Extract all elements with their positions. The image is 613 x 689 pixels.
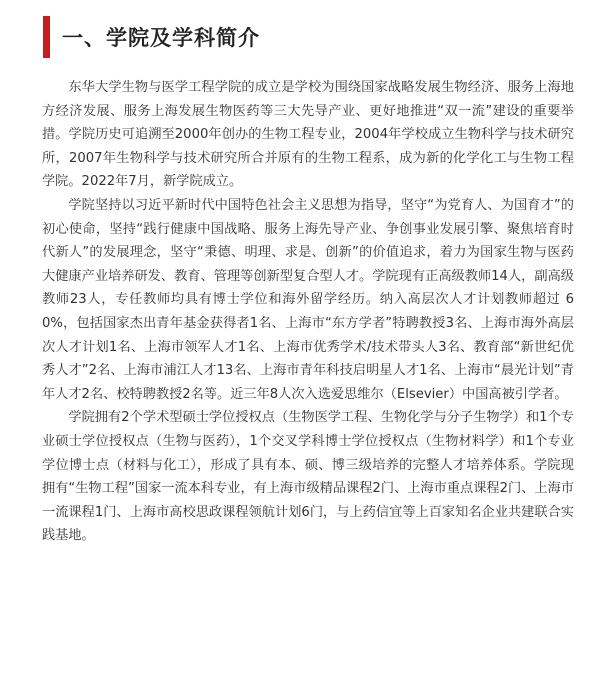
paragraph-mission-faculty: 学院坚持以习近平新时代中国特色社会主义思想为指导，坚守“为党育人、为国育才”的初心使命，坚持“践行健康中国战略、服务上海先导产业、争创事业发展引擎、聚焦培育时代新人”的发展理念，坚守“秉德、明理、求是、创新”的价值追求，着力为国家生物与医药大健康产业培养研发、教育、管理等创新型复合型人才。学院现有正高级教师14人，副高级教师23人，专任教师均具有博士学位和海外留学经历。纳入高层次人才计划教师超过 60%，包括国家杰出青年基金获得者1名、上海市“东方学者”特聘教授3名、上海市海外高层次人才计划1名、上海市领军人才1名、上海市优秀学术/技术带头人3名、教育部“新世纪优秀人才”2名、上海市浦江人才13名、上海市青年科技启明星人才1名、上海市“晨光计划”青年人才2名、校特聘教授2名等。近三年8人次入选爱思维尔（Elsevier）中国高被引学者。 bbox=[42, 197, 574, 402]
paragraph-history: 东华大学生物与医学工程学院的成立是学校为围绕国家战略发展生物经济、服务上海地方经济发展、服务上海发展生物医药等三大先导产业、更好地推进“双一流”建设的重要举措。学院历史可追溯至2000年创办的生物工程专业，2004年学校成立生物科学与技术研究所，2007年生物科学与技术研究所合并原有的生物工程系，成为新的化学化工与生物工程学院。2022年7月，新学院成立。 bbox=[42, 80, 574, 190]
section-accent-bar bbox=[43, 16, 50, 58]
section-title: 一、学院及学科简介 bbox=[62, 26, 260, 50]
paragraph-degree-programs: 学院拥有2个学术型硕士学位授权点（生物医学工程、生物化学与分子生物学）和1个专业硕士学位授权点（生物与医药），1个交叉学科博士学位授权点（生物材料学）和1个专业学位博士点（材料与化工），形成了具有本、硕、博三级培养的完整人才培养体系。学院现拥有“生物工程”国家一流本科专业，有上海市级精品课程2门、上海市重点课程2门、上海市一流课程1门、上海市高校思政课程领航计划6门，与上药信宜等上百家知名企业共建联合实践基地。 bbox=[42, 410, 574, 544]
article-body bbox=[42, 76, 574, 548]
section-header bbox=[43, 16, 260, 58]
